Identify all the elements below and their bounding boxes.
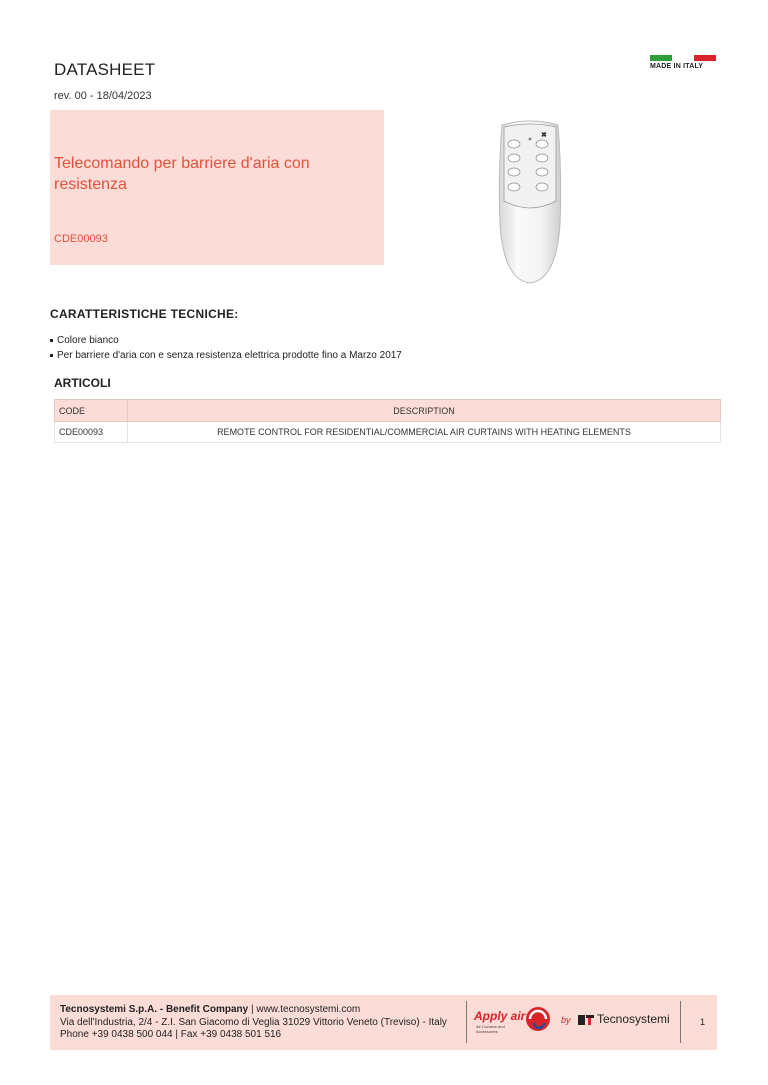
product-name: Telecomando per barriere d'aria con resistenza	[54, 155, 310, 193]
by-label: by	[561, 1015, 571, 1025]
company-phone: Phone +39 0438 500 044 | Fax +39 0438 501 516	[60, 1029, 282, 1040]
bullet-icon	[50, 354, 53, 357]
table-header-row	[55, 400, 721, 422]
remote-control-image	[480, 115, 580, 287]
apply-air-logo-icon	[524, 1005, 552, 1033]
list-item: Colore bianco	[50, 333, 402, 348]
company-address: Via dell'Industria, 2/4 - Z.I. San Giacomo di Veglia 31029 Vittorio Veneto (Treviso) - Italy	[60, 1016, 447, 1028]
footer-divider	[466, 1001, 467, 1043]
page-number: 1	[700, 1017, 706, 1027]
table-row	[55, 422, 721, 443]
cell-code: CDE00093	[55, 422, 128, 443]
cell-description: REMOTE CONTROL FOR RESIDENTIAL/COMMERCIAL AIR CURTAINS WITH HEATING ELEMENTS	[128, 422, 721, 443]
articoli-table	[54, 399, 721, 443]
specs-list	[50, 333, 402, 363]
svg-text:✖: ✖	[541, 132, 547, 139]
website-link[interactable]: www.tecnosystemi.com	[256, 1004, 361, 1015]
company-info: Tecnosystemi S.p.A. - Benefit Company | www.tecnosystemi.com Via dell'Industria, 2/4 - Z.I. San Giacomo di Veglia 31029 Vittorio Veneto (Treviso) - Italy Phone +39 0438 500 044 | Fax +39 0438 501 516	[60, 1004, 447, 1040]
list-item: Per barriere d'aria con e senza resistenza elettrica prodotte fino a Marzo 2017	[50, 348, 402, 363]
made-in-italy-badge	[650, 55, 716, 70]
column-header-description: DESCRIPTION	[128, 400, 721, 422]
articoli-title: ARTICOLI	[54, 376, 111, 390]
product-code: CDE00093	[54, 233, 108, 245]
tecnosystemi-logo-icon	[578, 1015, 594, 1025]
company-name: Tecnosystemi S.p.A. - Benefit Company	[60, 1004, 249, 1015]
product-header-panel	[50, 110, 384, 265]
italian-flag-icon	[650, 55, 716, 61]
revision-date: rev. 00 - 18/04/2023	[54, 90, 152, 102]
page-footer	[50, 995, 717, 1050]
document-title: DATASHEET	[54, 60, 156, 79]
footer-divider	[680, 1001, 681, 1043]
apply-air-logo: Apply air	[474, 1009, 526, 1023]
column-header-code: CODE	[55, 400, 128, 422]
apply-air-tagline: Air Curtains and Accessories	[476, 1024, 505, 1034]
specs-title: CARATTERISTICHE TECNICHE:	[50, 307, 239, 321]
bullet-icon	[50, 339, 53, 342]
made-in-italy-label: MADE IN ITALY	[650, 63, 704, 70]
tecnosystemi-brand: Tecnosystemi	[597, 1012, 670, 1026]
